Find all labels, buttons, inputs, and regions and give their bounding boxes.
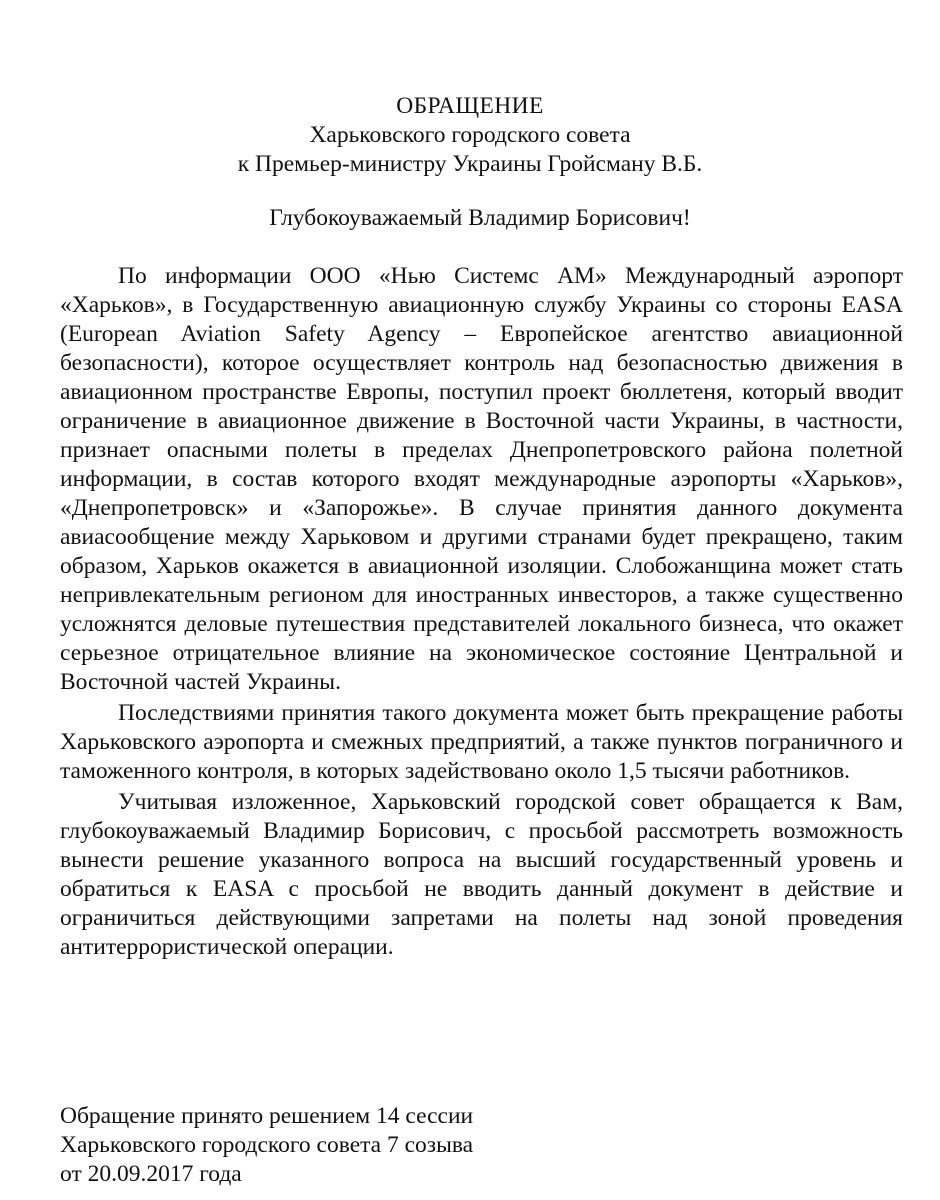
adoption-note-line-3: от 20.09.2017 года	[60, 1161, 242, 1187]
adoption-note	[60, 1102, 760, 1189]
body-paragraph-2: Последствиями принятия такого документа может быть прекращение работы Харьковского аэропорта и смежных предприятий, а также пунктов пограничного и таможенного контроля, в которых задействовано около 1,5 тысячи работников.	[60, 700, 903, 784]
document-subtitle-line-2: к Премьер-министру Украины Гройсману В.Б.	[237, 151, 703, 177]
adoption-note-line-2: Харьковского городского совета 7 созыва	[60, 1132, 474, 1158]
document-header	[0, 92, 940, 179]
document-title: ОБРАЩЕНИЕ	[396, 93, 544, 119]
body-paragraph-3: Учитывая изложенное, Харьковский городской совет обращается к Вам, глубокоуважаемый Владимир Борисович, с просьбой рассмотреть возможность вынести решение указанного вопроса на высший государственный уровень и обратиться к EASA с просьбой не вводить данный документ в действие и ограничиться действующими запретами на полеты над зоной проведения антитеррористической операции.	[60, 789, 903, 960]
document-body	[60, 262, 903, 962]
salutation: Глубокоуважаемый Владимир Борисович!	[269, 205, 691, 231]
adoption-note-line-1: Обращение принято решением 14 сессии	[60, 1103, 474, 1129]
document-subtitle-line-1: Харьковского городского совета	[309, 122, 631, 148]
body-paragraph-1: По информации ООО «Нью Системс АМ» Международный аэропорт «Харьков», в Государственную авиационную службу Украины со стороны EASA (European Aviation Safety Agency – Европейское агентство авиационной безопасности), которое осуществляет контроль над безопасностью движения в авиационном пространстве Европы, поступил проект бюллетеня, который вводит ограничение в авиационное движение в Восточной части Украины, в частности, признает опасными полеты в пределах Днепропетровского района полетной информации, в состав которого входят международные аэропорты «Харьков», «Днепропетровск» и «Запорожье». В случае принятия данного документа авиасообщение между Харьковом и другими странами будет прекращено, таким образом, Харьков окажется в авиационной изоляции. Слобожанщина может стать непривлекательным регионом для иностранных инвесторов, а также существенно усложнятся деловые путешествия представителей локального бизнеса, что окажет серьезное отрицательное влияние на экономическое состояние Центральной и Восточной частей Украины.	[60, 263, 903, 695]
